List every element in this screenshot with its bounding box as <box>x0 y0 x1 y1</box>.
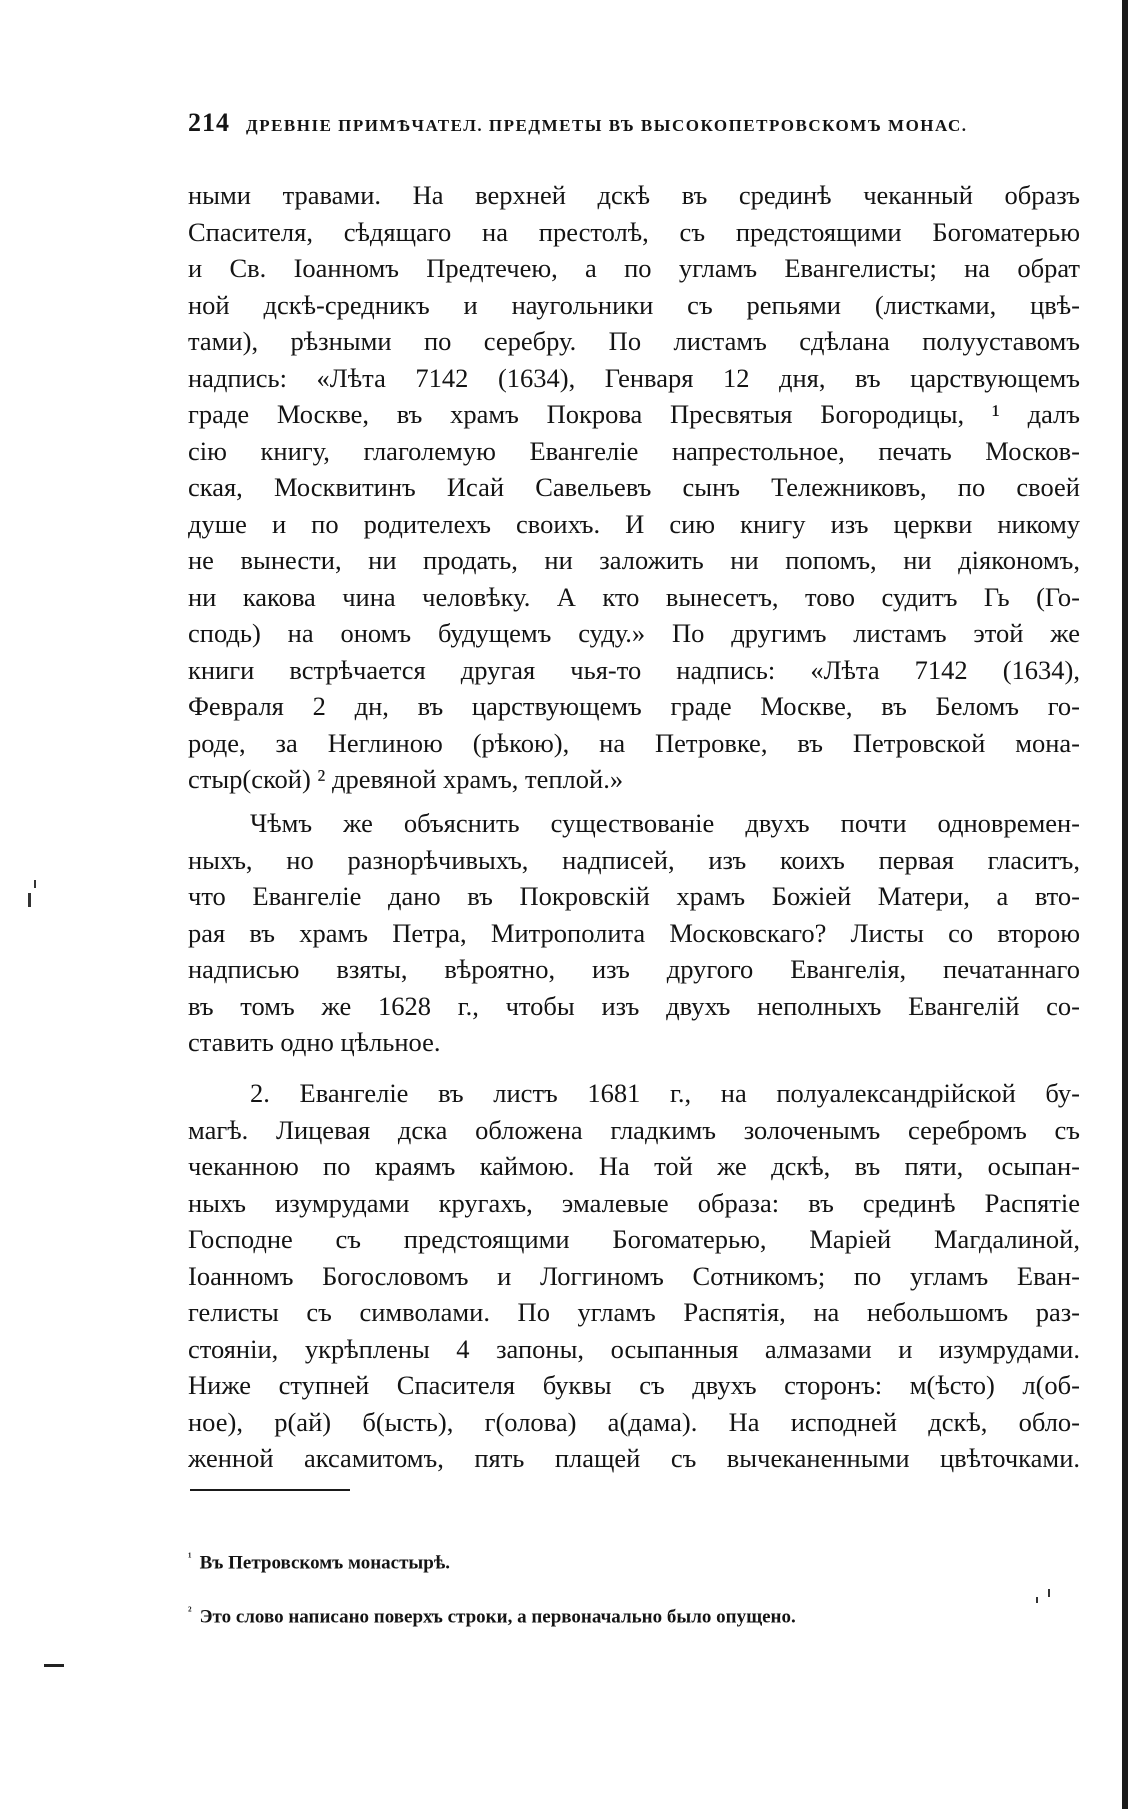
text-line: душе и по родителехъ своихъ. И сию книгу изъ церкви никому <box>188 508 1080 539</box>
text-line: ными травами. На верхней дскѣ въ срединѣ чеканный образъ <box>188 180 1080 210</box>
text-line: ныхъ, но разнорѣчивыхъ, надписей, изъ коихъ первая гласитъ, <box>188 844 1080 875</box>
text-line: ставить одно цѣльное. <box>188 1027 441 1057</box>
scan-edge <box>1122 0 1128 1809</box>
page-header <box>188 108 1068 138</box>
margin-smudge <box>28 893 31 907</box>
text-line: гелисты съ символами. По угламъ Распятія, на небольшомъ раз- <box>188 1297 1080 1327</box>
text-line: въ томъ же 1628 г., чтобы изъ двухъ неполныхъ Евангелій со- <box>188 990 1080 1021</box>
text-line: Іоанномъ Богословомъ и Логгиномъ Сотникомъ; по угламъ Еван- <box>188 1260 1080 1291</box>
page-number: 214 <box>188 108 230 137</box>
text-line: граде Москве, въ храмъ Покрова Пресвятыя Богородицы, ¹ далъ <box>188 399 1080 429</box>
text-line: стыр(ской) ² древяной храмъ, теплой.» <box>188 764 624 794</box>
text-line: тами), рѣзными по серебру. По листамъ сдѣлана полууставомъ <box>188 326 1080 356</box>
text-line: ное), р(ай) б(ысть), г(олова) а(дама). На исподней дскѣ, обло- <box>188 1406 1080 1437</box>
running-title: ДРЕВНІЕ ПРИМѢЧАТЕЛ. ПРЕДМЕТЫ ВЪ ВЫСОКОПЕТРОВСКОМЪ МОНАС. <box>246 116 968 135</box>
text-line: Господне съ предстоящими Богоматерью, Маріей Магдалиной, <box>188 1224 1080 1254</box>
text-line: сподь) на ономъ будущемъ суду.» По другимъ листамъ этой же <box>188 618 1080 648</box>
margin-smudge <box>34 880 36 888</box>
footnote-divider <box>190 1489 350 1491</box>
text-line: Февраля 2 дн, въ царствующемъ граде Москве, въ Беломъ го- <box>188 691 1080 721</box>
paragraph-1 <box>188 177 1080 798</box>
footnote-mark: ² <box>188 1604 192 1619</box>
text-line: что Евангеліе дано въ Покровскій храмъ Божіей Матери, а вто- <box>188 881 1080 911</box>
text-line: стояніи, укрѣплены 4 запоны, осыпанныя алмазами и изумрудами. <box>188 1333 1080 1364</box>
footnote-2 <box>188 1587 1068 1641</box>
text-line: надписью взяты, вѣроятно, изъ другого Евангелія, печатаннаго <box>188 954 1080 984</box>
text-line: ни какова чина человѣку. А кто вынесетъ, тово судитъ Гь (Го- <box>188 581 1080 612</box>
margin-smudge <box>44 1664 64 1667</box>
paragraph-2 <box>188 805 1080 1061</box>
text-line: роде, за Неглиною (рѣкою), на Петровке, въ Петровской мона- <box>188 727 1080 758</box>
text-line: Чѣмъ же объяснить существованіе двухъ почти одновремен- <box>250 808 1080 838</box>
text-line: чеканною по краямъ каймою. На той же дскѣ, въ пяти, осыпан- <box>188 1151 1080 1181</box>
text-line: рая въ храмъ Петра, Митрополита Московскаго? Листы со второю <box>188 917 1080 948</box>
paragraph-3 <box>188 1075 1080 1477</box>
text-line: ныхъ изумрудами кругахъ, эмалевые образа: въ срединѣ Распятіе <box>188 1187 1080 1218</box>
footnote-text: Въ Петровскомъ монастырѣ. <box>199 1552 450 1574</box>
text-line: надпись: «Лѣта 7142 (1634), Генваря 12 дня, въ царствующемъ <box>188 362 1080 393</box>
text-line: Спасителя, сѣдящаго на престолѣ, съ предстоящими Богоматерью <box>188 216 1080 247</box>
text-line: книги встрѣчается другая чья-то надпись: «Лѣта 7142 (1634), <box>188 654 1080 685</box>
text-line: ская, Москвитинъ Исай Савельевъ сынъ Тележниковъ, по своей <box>188 472 1080 502</box>
footnote-text: Это слово написано поверхъ строки, а первоначально было опущено. <box>199 1606 796 1628</box>
text-line: женной аксамитомъ, пять плащей съ вычеканенными цвѣточками. <box>188 1443 1080 1473</box>
text-line: не вынести, ни продать, ни заложить ни попомъ, ни діякономъ, <box>188 545 1080 575</box>
scan-dot <box>1036 1597 1038 1603</box>
footnotes <box>188 1533 1068 1642</box>
text-line: 2. Евангеліе въ листъ 1681 г., на полуалександрійской бу- <box>250 1078 1080 1108</box>
text-line: Ниже ступней Спасителя буквы съ двухъ сторонъ: м(ѣсто) л(об- <box>188 1370 1080 1400</box>
text-line: и Св. Іоанномъ Предтечею, а по угламъ Евангелисты; на обрат <box>188 253 1080 283</box>
scan-dot <box>1048 1589 1050 1597</box>
footnote-mark: ¹ <box>188 1550 192 1564</box>
text-line: ной дскѣ-средникъ и наугольники съ репьями (листками, цвѣ- <box>188 289 1080 320</box>
text-line: магѣ. Лицевая дска обложена гладкимъ золоченымъ серебромъ съ <box>188 1114 1080 1145</box>
footnote-1 <box>188 1533 1068 1587</box>
text-line: сію книгу, глаголемую Евангеліе напрестольное, печать Москов- <box>188 435 1080 466</box>
